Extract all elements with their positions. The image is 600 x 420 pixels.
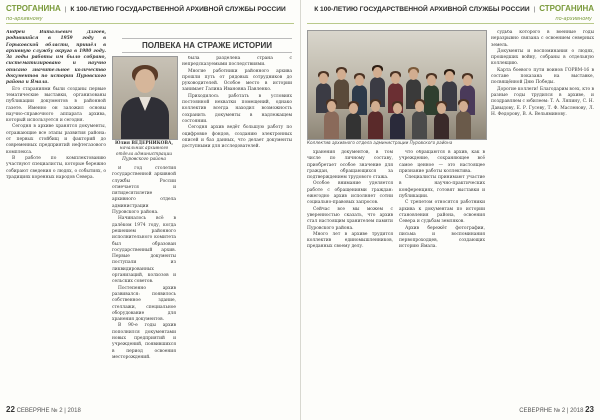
- left-col2-para: Начиналось всё в далёком 1974 году, когда решением районного исполнительного комитета был образован государственный архив. Первые документы поступали из ликвидированных организаций, колхозов и сельских советов.: [112, 216, 176, 285]
- left-col3-para: Сегодня архив ведёт большую работу по оцифровке фондов, созданию электронных описей и баз данных, что делает документы доступными для исследователей.: [182, 125, 292, 150]
- group-photo-caption: Коллектив архивного отдела администрации Пуровского района: [307, 140, 453, 145]
- right-column-3: [491, 30, 594, 396]
- right-col2-para: С трепетом относятся работники архива к документам по истории становления района, освоения Севера и судьбам земляков.: [399, 200, 485, 225]
- right-header-sub: по-архивному: [555, 16, 592, 22]
- right-col2-para: что обращаются в архив, как в учреждение, сохраняющее всё самое ценное — это настоящее признание работы коллектива.: [399, 150, 485, 174]
- right-header-title: К 100-ЛЕТИЮ ГОСУДАРСТВЕННОЙ АРХИВНОЙ СЛУЖБЫ РОССИИ: [314, 6, 530, 13]
- right-page: [301, 0, 600, 420]
- right-footer-issue: СЕВЕРЯНЕ № 2 | 2018: [519, 408, 584, 414]
- left-col1-para: Сегодня в архиве хранятся документы, отражающие все этапы развития района: от первых стойбищ и факторий до современных предприятий нефтегазового комплекса.: [6, 124, 106, 155]
- left-col1-para: В работе по комплектованию участвуют специалисты, которые бережно собирают сведения о людях, о событиях, о традициях коренных народов Севера.: [6, 155, 106, 180]
- left-col3-para: Приходилось работать в условиях постоянной нехватки помещений, однако коллектив всегда находил возможность сохранить документы в надлежащем состоянии.: [182, 93, 292, 124]
- right-header: [314, 4, 594, 13]
- left-column-1: [6, 30, 106, 395]
- right-col3-para: Документы и воспоминания о людях, прошедших войну, собраны в отдельную коллекцию.: [491, 48, 594, 67]
- left-header: [6, 4, 286, 13]
- right-col1-para: Сейчас все мы можем с уверенностью сказать, что архив стал настоящим хранителем памяти Пуровского района.: [307, 206, 393, 231]
- right-col3-para: Карта боевого пути воинов ГОРВМ-16 в составе показана на выставке, посвящённой Дню Победы.: [491, 67, 594, 86]
- portrait-caption: [112, 141, 176, 163]
- right-header-sep: |: [533, 6, 536, 13]
- right-column-2: [399, 150, 485, 396]
- right-col1-para: Много лет в архиве трудится коллектив единомышленников, преданных своему делу.: [307, 231, 393, 250]
- left-footer: [6, 405, 81, 414]
- right-header-rule: [307, 23, 594, 24]
- right-col1-para: хранения документов, в том числе по личному составу, приобретает особое значение для граждан, обращающихся за подтверждением трудового стажа.: [307, 150, 393, 181]
- left-col1-para: Его стараниями были созданы первые тематические выставки, организованы публикации документов в районной газете. Именно он заложил основы научно-справочного аппарата архива, который используется и сегодня.: [6, 86, 106, 124]
- left-col2-para: В 90-е годы архив пополнился документами новых предприятий и учреждений, появившихся в период освоения месторождений.: [112, 323, 176, 360]
- left-header-rule: [6, 23, 294, 24]
- left-footer-issue: СЕВЕРЯНЕ № 2 | 2018: [16, 408, 81, 414]
- right-column-1: [307, 150, 393, 396]
- left-col2-para: Постепенно архив развивался: появилось собственное здание, стеллажи, специальное оборудование для хранения документов.: [112, 285, 176, 323]
- right-header-brand: СТРОГАНИНА: [539, 4, 594, 13]
- left-header-sep: |: [64, 6, 67, 13]
- right-page-number: 23: [585, 405, 594, 414]
- right-col3-para: Дорогие коллеги! Благодарим всех, кто в разные годы трудился в архиве, и поздравляем с юбилеем: Т. А. Ляпину, С. Н. Давыдову, Е. Р. Гусеву, Т. Ф. Масленову, Л. Н. Федорову, В. А. Вельяминову.: [491, 86, 594, 117]
- left-col3-para: Многие работники районного архива прошли путь от рядовых сотрудников до руководителей. Особое место в истории занимает Галина Ивановна Павленко.: [182, 68, 292, 93]
- left-header-sub: по-архивному: [6, 16, 43, 22]
- right-col3-para: судьба которого в военные годы неразрывно связана с освоением северных земель.: [491, 30, 594, 48]
- section-title: ПОЛВЕКА НА СТРАЖЕ ИСТОРИИ: [122, 38, 292, 53]
- group-photo: [307, 30, 487, 140]
- portrait-name: Юлия ВЕДЕРНИКОВА,: [114, 141, 174, 146]
- left-header-brand: СТРОГАНИНА: [6, 4, 61, 13]
- right-col1-para: Особое внимание уделяется работе с обращениями граждан: ежегодно архив исполняет сотни социально-правовых запросов.: [307, 181, 393, 206]
- left-col1-para: Андрей Витальевич Дзгоев, родившийся в 1959 году в Горьковской области, пришёл в архивную службу округа в 1980 году. За годы работы им было собрано, систематизировано и научно описано значительное количество документов по истории Пуровского района и Ямала.: [6, 30, 106, 86]
- left-col2-para: В год столетия государственной архивной службы России отмечается и пятидесятилетие архивного отдела администрации Пуровского района.: [112, 166, 176, 216]
- left-column-2: [112, 166, 176, 396]
- left-column-3: [182, 56, 292, 396]
- portrait-photo: [112, 56, 178, 140]
- left-page-number: 22: [6, 405, 15, 414]
- right-footer: [519, 405, 594, 414]
- left-header-title: К 100-ЛЕТИЮ ГОСУДАРСТВЕННОЙ АРХИВНОЙ СЛУЖБЫ РОССИИ: [70, 6, 286, 13]
- portrait-role: начальник архивного отдела администрации Пуровского района: [115, 146, 173, 163]
- right-col2-para: Специалисты принимают участие в научно-практических конференциях, готовят выставки и публикации.: [399, 175, 485, 200]
- right-col2-para: Архив бережёт фотографии, письма и воспоминания первопроходцев, создающих историю Ямала.: [399, 225, 485, 250]
- left-col3-para: была разделена страна с непредсказуемыми последствиями.: [182, 56, 292, 68]
